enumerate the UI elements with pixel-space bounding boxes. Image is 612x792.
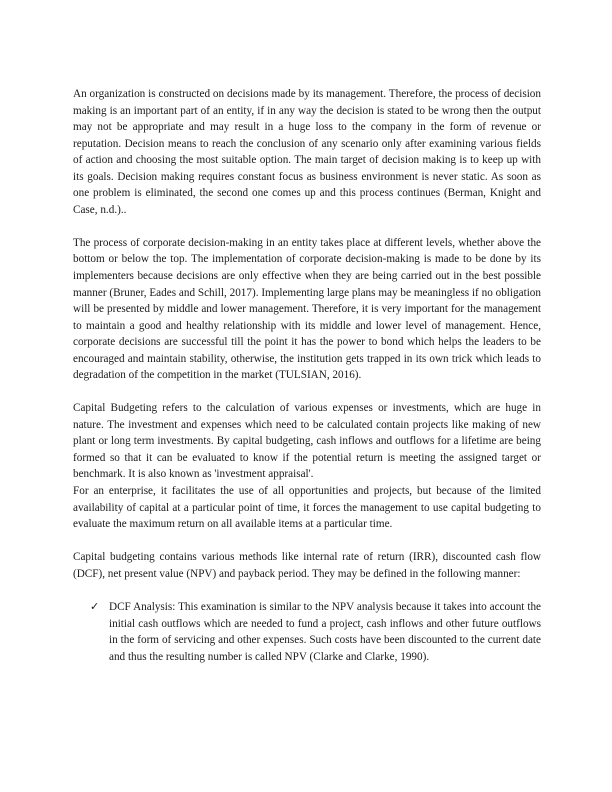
paragraph-enterprise-capital: For an enterprise, it facilitates the use of all opportunities and projects, but because of the limited availability of capital at a particular point of time, it forces the management to use capital budgeting to evaluate the maximum return on all available items at a particular time. xyxy=(73,485,541,531)
paragraph-decision-making: An organization is constructed on decisions made by its management. Therefore, the process of decision making is an important part of an entity, if in any way the decision is stated to be wrong then the output may not be appropriate and may result in a huge loss to the company in the form of revenue or reputation. Decision means to reach the conclusion of any scenario only after examining various fields of action and choosing the most suitable option. The main target of decision making is to keep up with its goals. Decision making requires constant focus as business environment is never static. As soon as one problem is eliminated, the second one comes up and this process continues (Berman, Knight and Case, n.d.).. xyxy=(73,88,541,216)
list-item-text: DCF Analysis: This examination is similar to the NPV analysis because it takes into account the initial cash outflows which are needed to fund a project, cash inflows and other future outflows in the form of servicing and other expenses. Such costs have been discounted to the current date and thus the resulting number is called NPV (Clarke and Clarke, 1990). xyxy=(109,601,541,663)
list-item xyxy=(73,599,541,665)
paragraph-corporate-decision-making: The process of corporate decision-making in an entity takes place at different levels, whether above the bottom or below the top. The implementation of corporate decision-making is made to be done by its implementers because decisions are only effective when they are being carried out in the best possible manner (Bruner, Eades and Schill, 2017). Implementing large plans may be meaningless if no obligation will be presented by middle and lower management. Therefore, it is very important for the management to maintain a good and healthy relationship with its middle and lower level of management. Hence, corporate decisions are successful till the point it has the power to bond which helps the leaders to be encouraged and maintain stability, otherwise, the institution gets trapped in its own trick which leads to degradation of the competition in the market (TULSIAN, 2016). xyxy=(73,236,541,382)
document-page xyxy=(73,86,541,665)
paragraph-capital-budgeting: Capital Budgeting refers to the calculation of various expenses or investments, which are huge in nature. The investment and expenses which need to be calculated contain projects like making of new plant or long term investments. By capital budgeting, cash inflows and outflows for a lifetime are being formed so that it can be evaluated to know if the potential return is meeting the assigned target or benchmark. It is also known as 'investment appraisal'. xyxy=(73,402,541,481)
methods-list xyxy=(73,599,541,665)
paragraph-capital-budgeting-methods: Capital budgeting contains various methods like internal rate of return (IRR), discounted cash flow (DCF), net present value (NPV) and payback period. They may be defined in the following manner: xyxy=(73,551,541,580)
checkmark-icon: ✓ xyxy=(90,600,100,614)
